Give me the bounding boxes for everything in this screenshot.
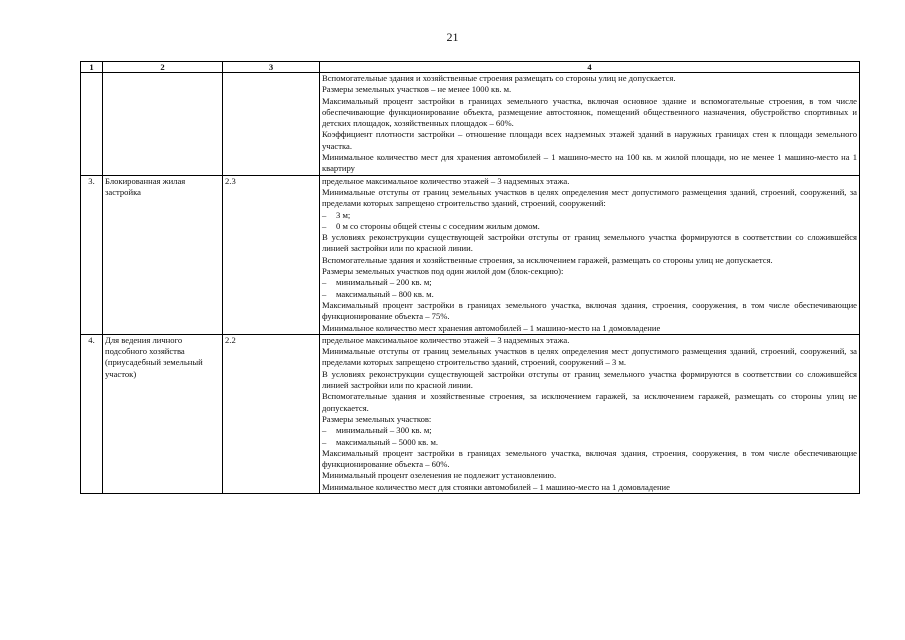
parameter-line [322, 346, 857, 369]
parameter-text: В условиях реконструкции существующей застройки отступы от границ земельного участка формируются в соответствии со сложившейся линией застройки или по красной линии. [322, 232, 857, 254]
parameter-text: минимальный – 300 кв. м; [336, 425, 432, 436]
parameter-line [322, 335, 857, 346]
parameter-text: Размеры земельных участков – не менее 1000 кв. м. [322, 84, 512, 95]
dash-marker: – [322, 277, 327, 288]
parameter-list-item [322, 277, 857, 288]
parameter-text: Размеры земельных участков: [322, 413, 432, 424]
dash-marker: – [322, 425, 327, 436]
page-number: 21 [446, 30, 459, 44]
parameters-cell [320, 175, 860, 334]
row-number [81, 73, 103, 176]
parameter-line [322, 482, 857, 493]
parameter-line [322, 414, 857, 425]
parameter-text: максимальный – 800 кв. м. [336, 288, 434, 299]
zone-use-name [103, 73, 223, 176]
dash-marker: – [322, 209, 327, 220]
parameter-list-item [322, 437, 857, 448]
header-col-2: 2 [103, 62, 223, 73]
parameter-line [322, 470, 857, 481]
table-row [81, 73, 860, 176]
use-code [223, 73, 320, 176]
use-code: 2.2 [223, 334, 320, 493]
header-col-1: 1 [81, 62, 103, 73]
table-row [81, 334, 860, 493]
parameter-line [322, 84, 857, 95]
parameter-text: предельное максимальное количество этажей – 3 надземных этажа. [322, 334, 570, 345]
parameter-text: Минимальные отступы от границ земельных участков в целях определения мест допустимого размещения зданий, строений, сооружений, за пределами которых запрещено строительство зданий, строений, сооружений: [322, 186, 857, 209]
parameter-line [322, 129, 857, 152]
parameter-text: предельное максимальное количество этажей – 3 надземных этажа. [322, 175, 570, 186]
parameter-line [322, 255, 857, 266]
table-header-row [81, 62, 860, 73]
parameter-text: Размеры земельных участков под один жилой дом (блок-секцию): [322, 266, 564, 277]
parameter-text: минимальный – 200 кв. м; [336, 277, 432, 288]
dash-marker: – [322, 288, 327, 299]
parameter-line [322, 187, 857, 210]
parameter-text: Минимальное количество мест хранения автомобилей – 1 машино-место на 1 домовладение [322, 322, 661, 333]
parameter-line [322, 176, 857, 187]
parameter-text: максимальный – 5000 кв. м. [336, 436, 439, 447]
parameter-line [322, 73, 857, 84]
parameter-text: Минимальное количество мест для хранения автомобилей – 1 машино-место на 100 кв. м жилой площади, но не менее 1 машино-место на 1 квартиру [322, 152, 857, 174]
parameter-text: Максимальный процент застройки в границах земельного участка, включая здания, строения, сооружения, в том числе обеспечивающие функционирование объекта – 75%. [322, 299, 857, 322]
dash-marker: – [322, 220, 327, 231]
parameter-text: Максимальный процент застройки в границах земельного участка, включая здания, строения, сооружения, в том числе обеспечивающие функционирование объекта – 60%. [322, 447, 857, 470]
parameter-text: Минимальный процент озеленения не подлежит установлению. [322, 470, 557, 481]
parameter-text: Минимальное количество мест для стоянки автомобилей – 1 машино-место на 1 домовладение [322, 481, 670, 492]
parameter-line [322, 391, 857, 414]
parameter-line [322, 323, 857, 334]
parameter-text: 3 м; [336, 209, 351, 220]
row-number: 3. [81, 175, 103, 334]
parameter-line [322, 96, 857, 130]
parameters-cell [320, 73, 860, 176]
parameter-list-item [322, 210, 857, 221]
dash-marker: – [322, 436, 327, 447]
parameter-line [322, 448, 857, 471]
parameter-line [322, 369, 857, 392]
parameter-text: Вспомогательные здания и хозяйственные строения, за исключением гаражей, размещать со стороны улиц не допускается. [322, 254, 773, 265]
parameter-line [322, 152, 857, 175]
regulations-table [80, 61, 860, 494]
parameter-text: Максимальный процент застройки в границах земельного участка, включая основное здание и вспомогательные строения, в том числе обеспечивающие функционирование объекта, размещение автостоянок, помещений общественного назначения, обустройство спортивных и детских площадок, хозяйственных площадок – 60%. [322, 95, 857, 129]
row-number: 4. [81, 334, 103, 493]
parameter-line [322, 300, 857, 323]
header-col-4: 4 [320, 62, 860, 73]
parameter-list-item [322, 221, 857, 232]
parameter-line [322, 266, 857, 277]
parameter-text: В условиях реконструкции существующей застройки отступы от границ земельного участка формируются в соответствии со сложившейся линией застройки или по красной линии. [322, 368, 857, 391]
parameter-line [322, 232, 857, 255]
parameter-list-item [322, 289, 857, 300]
zone-use-name: Для ведения личного подсобного хозяйства (приусадебный земельный участок) [103, 334, 223, 493]
parameter-text: Коэффициент плотности застройки – отношение площади всех надземных этажей зданий в наружных границах стен к площади земельного участка. [322, 129, 857, 151]
table-row [81, 175, 860, 334]
zone-use-name: Блокированная жилая застройка [103, 175, 223, 334]
parameter-text: 0 м со стороны общей стены с соседним жилым домом. [336, 220, 540, 231]
parameter-text: Минимальные отступы от границ земельных участков в целях определения мест допустимого размещения зданий, строений, сооружений, за пределами которых запрещено строительство зданий, строений, сооружений – 3 м. [322, 346, 857, 368]
use-code: 2.3 [223, 175, 320, 334]
parameter-list-item [322, 425, 857, 436]
parameter-text: Вспомогательные здания и хозяйственные строения размещать со стороны улиц не допускается. [322, 73, 676, 83]
parameter-text: Вспомогательные здания и хозяйственные строения, за исключением гаражей, за исключением гаражей, размещать со стороны улиц не допускается. [322, 391, 857, 413]
header-col-3: 3 [223, 62, 320, 73]
parameters-cell [320, 334, 860, 493]
